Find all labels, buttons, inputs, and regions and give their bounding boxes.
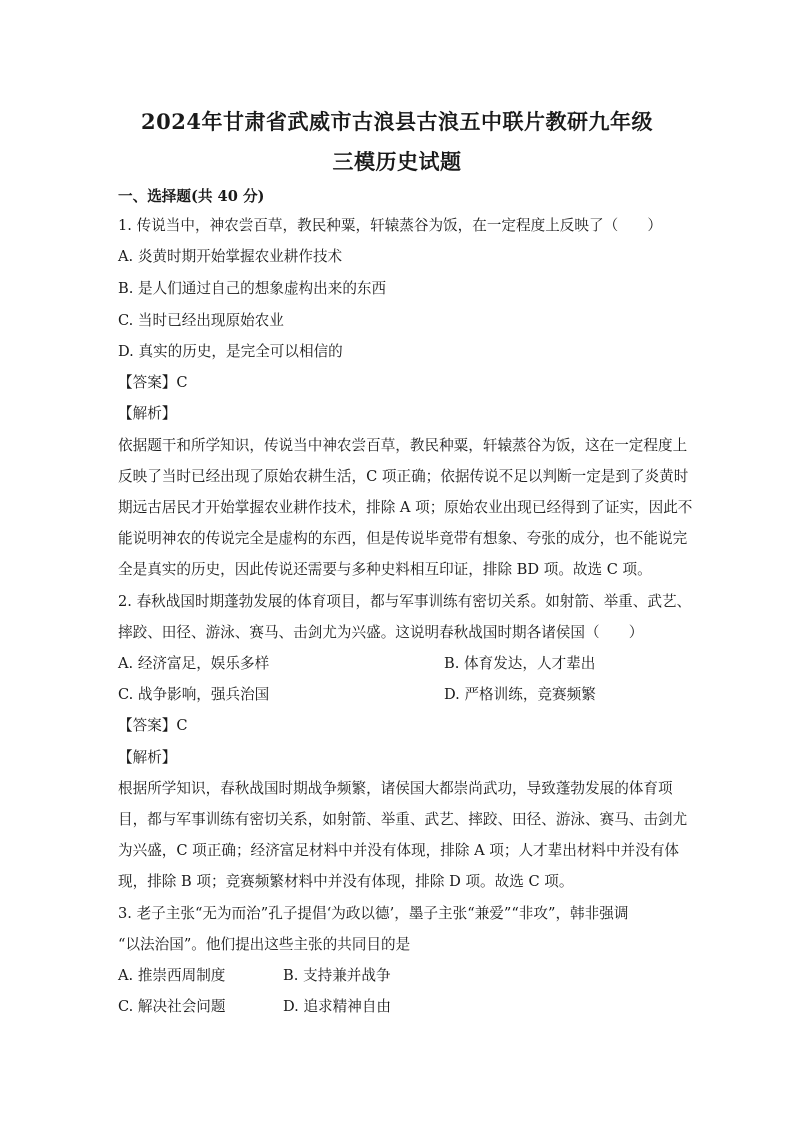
page-title-line2: 三模历史试题 [332, 149, 462, 174]
q3-option-c: C. 解决社会问题 [118, 998, 226, 1015]
q3-option-a: A. 推崇西周制度 [118, 967, 226, 984]
q1-option-c: C. 当时已经出现原始农业 [118, 312, 284, 329]
q1-analysis-line: 依据题干和所学知识，传说当中神农尝百草，教民种粟，轩辕蒸谷为饭，这在一定程度上 [118, 437, 688, 454]
q2-option-a: A. 经济富足，娱乐多样 [118, 655, 270, 672]
q2-stem-line: 2. 春秋战国时期蓬勃发展的体育项目，都与军事训练有密切关系。如射箭、举重、武艺、 [118, 593, 692, 610]
q1-option-b: B. 是人们通过自己的想象虚构出来的东西 [118, 280, 387, 297]
q1-option-a: A. 炎黄时期开始掌握农业耕作技术 [118, 248, 343, 265]
page-title-line1: 2024年甘肃省武威市古浪县古浪五中联片教研九年级 [141, 109, 653, 134]
q3-option-d: D. 追求精神自由 [283, 998, 392, 1015]
q2-analysis-line: 目，都与军事训练有密切关系，如射箭、举重、武艺、摔跤、田径、游泳、赛马、击剑尤 [118, 811, 688, 828]
q2-option-b: B. 体育发达，人才辈出 [444, 655, 596, 672]
section-heading: 一、选择题(共 40 分) [118, 188, 265, 205]
q2-stem-line: 摔跤、田径、游泳、赛马、击剑尤为兴盛。这说明春秋战国时期各诸侯国（ ） [118, 624, 644, 641]
q2-answer: 【答案】C [118, 717, 188, 734]
q3-stem-line: “以法治国”。他们提出这些主张的共同目的是 [118, 936, 411, 953]
q1-answer: 【答案】C [118, 374, 188, 391]
q1-stem: 1. 传说当中，神农尝百草，教民种粟，轩辕蒸谷为饭，在一定程度上反映了（ ） [118, 217, 662, 234]
q2-option-c: C. 战争影响，强兵治国 [118, 686, 270, 703]
q1-option-d: D. 真实的历史，是完全可以相信的 [118, 343, 343, 360]
q3-option-b: B. 支持兼并战争 [283, 967, 391, 984]
q1-analysis-label: 【解析】 [118, 405, 177, 422]
q2-analysis-label: 【解析】 [118, 749, 177, 766]
q1-analysis-line: 反映了当时已经出现了原始农耕生活，C 项正确；依据传说不足以判断一定是到了炎黄时 [118, 468, 689, 485]
q2-analysis-line: 现，排除 B 项；竞赛频繁材料中并没有体现，排除 D 项。故选 C 项。 [118, 873, 574, 890]
q2-option-d: D. 严格训练，竞赛频繁 [444, 686, 596, 703]
q1-analysis-line: 期远古居民才开始掌握农业耕作技术，排除 A 项；原始农业出现已经得到了证实，因此不 [118, 499, 693, 516]
q2-analysis-line: 根据所学知识，春秋战国时期战争频繁，诸侯国大都崇尚武功，导致蓬勃发展的体育项 [118, 780, 673, 797]
q3-stem-line: 3. 老子主张“无为而治”孔子提倡‘为政以德’，墨子主张“兼爱”“非攻”，韩非强调 [118, 905, 629, 922]
q1-analysis-line: 全是真实的历史，因此传说还需要与多种史料相互印证，排除 BD 项。故选 C 项。 [118, 561, 652, 578]
q1-analysis-line: 能说明神农的传说完全是虚构的东西，但是传说毕竟带有想象、夸张的成分，也不能说完 [118, 530, 688, 547]
q2-analysis-line: 为兴盛，C 项正确；经济富足材料中并没有体现，排除 A 项；人才辈出材料中并没有体 [118, 842, 680, 859]
